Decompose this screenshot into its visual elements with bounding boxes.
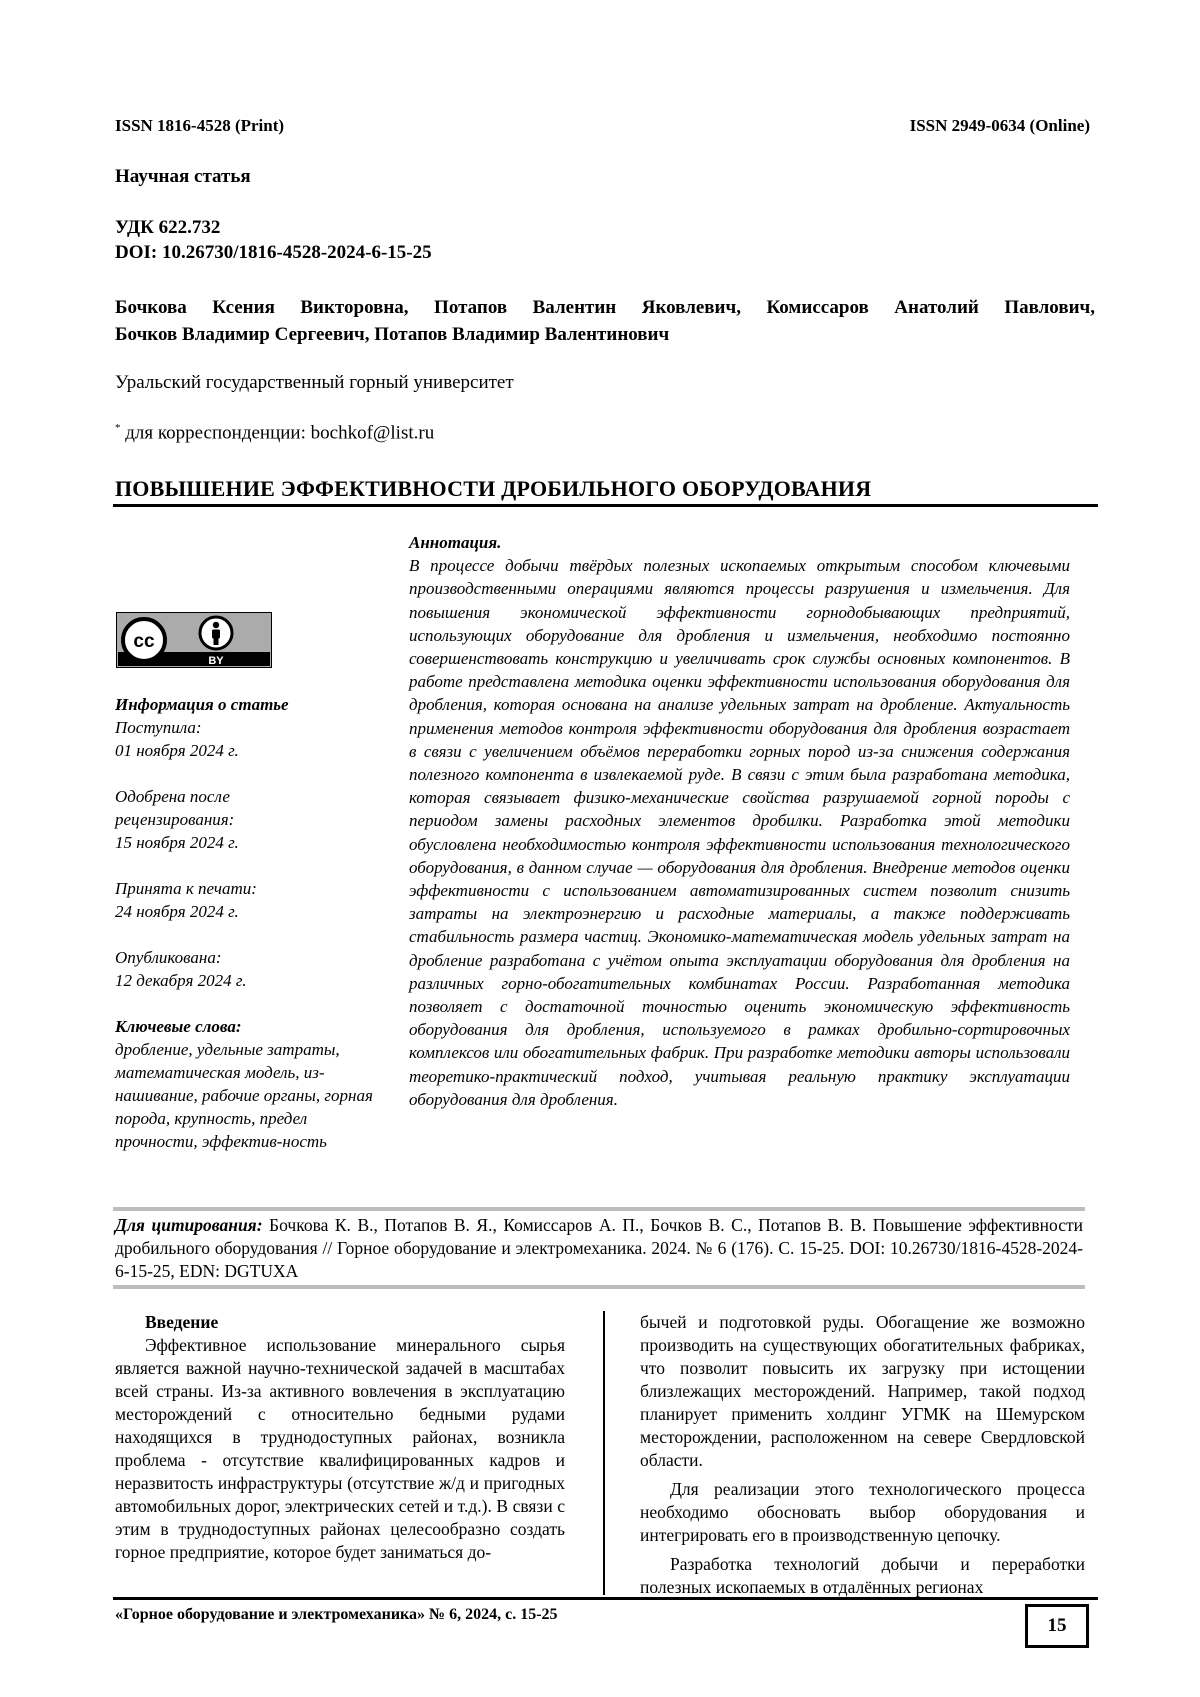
citation-text: Бочкова К. В., Потапов В. Я., Комиссаров А. П., Бочков В. С., Потапов В. В. Повышение эффективности дробильного оборудования // Горное оборудование и электромеханика. 2024. № 6 (176). С. 15-25. DOI: 10.26730/1816-4528-2024-6-15-25, EDN: DGTUXA	[115, 1215, 1083, 1281]
approved-label-1: Одобрена после	[115, 787, 230, 806]
published-date: 12 декабря 2024 г.	[115, 971, 247, 990]
cc-by-icon[interactable]	[116, 612, 272, 668]
paragraph: Для реализации этого технологического процесса необходимо обосновать выбор оборудования и интегрировать его в производственную цепочку.	[640, 1479, 1085, 1545]
corr-mark: *	[115, 422, 121, 434]
paragraph: Эффективное использование минерального сырья является важной научно-технической задачей в масштабах всей страны. Из-за активного вовлечения в эксплуатацию месторождений с относительно бедными рудами находящихся в труднодоступных районах, возникла проблема - отсутствие квалифицированных кадров и неразвитость инфраструктуры (отсутствие ж/д и пригодных автомобильных дорог, электрических сетей и т.д.). В связи с этим в труднодоступных районах целесообразно создать горное предприятие, которое будет заниматься до-	[115, 1335, 565, 1562]
doi: DOI: 10.26730/1816-4528-2024-6-15-25	[115, 242, 432, 263]
article-type: Научная статья	[115, 166, 251, 187]
issn-online: ISSN 2949-0634 (Online)	[909, 116, 1090, 135]
authors	[115, 294, 1095, 348]
approved-label-2: рецензирования:	[115, 810, 235, 829]
published-label: Опубликована:	[115, 948, 222, 967]
authors-line-2: Бочков Владимир Сергеевич, Потапов Владимир Валентинович	[115, 324, 670, 345]
citation-label: Для цитирования:	[115, 1215, 263, 1235]
svg-text:cc: cc	[133, 631, 155, 652]
keywords-heading: Ключевые слова:	[115, 1017, 242, 1036]
section-heading: Введение	[145, 1312, 219, 1332]
annotation-heading: Аннотация.	[409, 533, 502, 552]
article-info-heading: Информация о статье	[115, 695, 289, 714]
issn-print: ISSN 1816-4528 (Print)	[115, 116, 285, 135]
column-divider	[603, 1311, 605, 1595]
annotation-text: В процессе добычи твёрдых полезных ископаемых открытым способом ключевыми производственными операциями являются процессы разрушения и измельчения. Для повышения экономической эффективности горнодобывающих предприятий, использующих оборудование для дробления и измельчения, необходимо постоянно совершенствовать конструкцию и увеличивать срок службы основных компонентов. В работе представлена методика оценки эффективности использования оборудования для дробления, которая основана на анализе удельных затрат на дробление. Актуальность применения методов контроля эффективности оборудования для дробления возрастает в связи с увеличением объёмов переработки горных пород из-за снижения содержания полезного компонента в извлекаемой руде. В связи с этим была разработана методика, которая связывает физико-механические свойства разрушаемой горной породы с периодом замены расходных элементов дробилки. Разработка этой методики обусловлена необходимостью контроля эффективности использования технологического оборудования, в данном случае — оборудования для дробления. Внедрение методов оценки эффективности с использованием автоматизированных систем позволит снизить затраты на электроэнергию и расходные материалы, а также поддерживать стабильность размера частиц. Экономико-математическая модель удельных затрат на дробление разработана с учётом опыта эксплуатации оборудования для дробления на различных горно-обогатительных комбинатах России. Разработанная методика позволяет с достаточной точностью оценить экономическую эффективность оборудования для дробления, используемого в рамках дробильно-сортировочных комплексов или обогатительных фабрик. При разработке методики авторы использовали теоретико-практический подход, учитывая реальную практику эксплуатации оборудования для дробления.	[409, 556, 1070, 1109]
affiliation: Уральский государственный горный университет	[115, 372, 514, 393]
page-number: 15	[1025, 1604, 1089, 1648]
article-title: ПОВЫШЕНИЕ ЭФФЕКТИВНОСТИ ДРОБИЛЬНОГО ОБОРУДОВАНИЯ	[115, 476, 872, 501]
journal-footer: «Горное оборудование и электромеханика» № 6, 2024, с. 15-25	[115, 1606, 558, 1623]
approved-date: 15 ноября 2024 г.	[115, 833, 239, 852]
title-divider	[113, 504, 1098, 507]
citation	[115, 1214, 1083, 1283]
paragraph: Разработка технологий добычи и переработки полезных ископаемых в отдалённых регионах	[640, 1554, 1085, 1597]
annotation	[409, 531, 1070, 1111]
received-date: 01 ноября 2024 г.	[115, 741, 239, 760]
article-info	[115, 693, 385, 1153]
footer-rule	[113, 1597, 1098, 1600]
keywords: дробление, удельные затраты, математическая модель, из-нашивание, рабочие органы, горная порода, крупность, предел прочности, эффектив-ность	[115, 1040, 373, 1151]
citation-rule-top	[113, 1207, 1085, 1211]
license-label: BY	[208, 655, 224, 667]
authors-line-1: Бочкова Ксения Викторовна, Потапов Валентин Яковлевич, Комиссаров Анатолий Павлович,	[115, 297, 1095, 318]
citation-rule-bottom	[113, 1285, 1085, 1289]
body-column-left	[115, 1311, 565, 1564]
accepted-date: 24 ноября 2024 г.	[115, 902, 239, 921]
accepted-label: Принята к печати:	[115, 879, 257, 898]
paragraph: бычей и подготовкой руды. Обогащение же возможно производить на существующих обогатительных фабриках, что позволит повысить их загрузку при истощении близлежащих месторождений. Например, такой подход планирует применить холдинг УГМК на Шемурском месторождении, расположенном на севере Свердловской области.	[640, 1312, 1085, 1470]
received-label: Поступила:	[115, 718, 202, 737]
body-column-right	[640, 1311, 1085, 1599]
udk-code: УДК 622.732	[115, 217, 221, 238]
correspondence-text: для корреспонденции: bochkof@list.ru	[120, 422, 435, 444]
correspondence	[115, 422, 434, 444]
